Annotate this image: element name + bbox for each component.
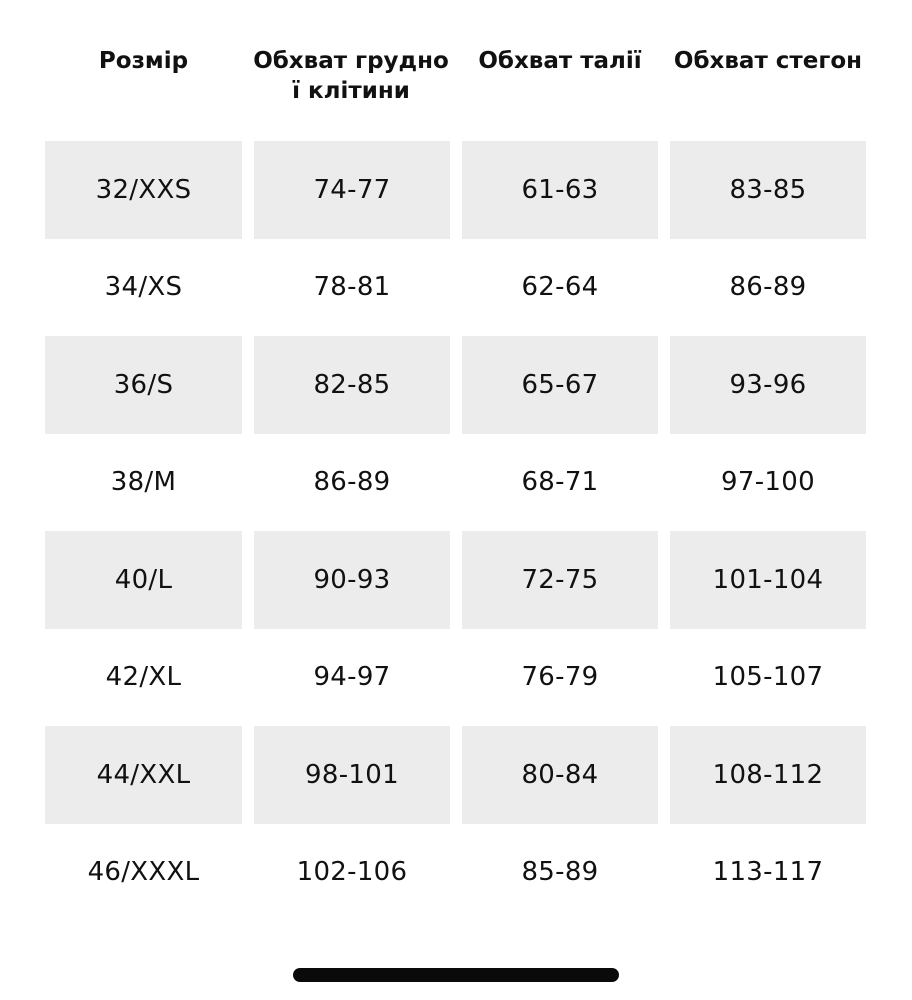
table-row bbox=[0, 824, 912, 922]
hips-cell: 86-89 bbox=[729, 272, 807, 303]
size-cell: 36/S bbox=[45, 336, 242, 434]
size-cell: 42/XL bbox=[105, 662, 182, 693]
table-row bbox=[0, 141, 912, 239]
header-hips: Обхват стегон bbox=[673, 48, 863, 74]
chest-cell: 102-106 bbox=[296, 857, 408, 888]
waist-cell: 61-63 bbox=[462, 141, 658, 239]
chest-cell: 78-81 bbox=[313, 272, 391, 303]
size-cell: 40/L bbox=[45, 531, 242, 629]
table-row bbox=[0, 434, 912, 532]
hips-cell: 93-96 bbox=[670, 336, 866, 434]
size-cell: 32/XXS bbox=[45, 141, 242, 239]
table-header bbox=[0, 46, 912, 116]
hips-cell: 83-85 bbox=[670, 141, 866, 239]
table-row bbox=[0, 531, 912, 629]
waist-cell: 85-89 bbox=[521, 857, 599, 888]
size-cell: 34/XS bbox=[104, 272, 183, 303]
chest-cell: 98-101 bbox=[254, 726, 450, 824]
size-table bbox=[0, 141, 912, 921]
waist-cell: 62-64 bbox=[521, 272, 599, 303]
chest-cell: 90-93 bbox=[254, 531, 450, 629]
chest-cell: 86-89 bbox=[313, 467, 391, 498]
table-row bbox=[0, 336, 912, 434]
chest-cell: 82-85 bbox=[254, 336, 450, 434]
waist-cell: 80-84 bbox=[462, 726, 658, 824]
home-indicator[interactable] bbox=[293, 968, 619, 982]
table-row bbox=[0, 726, 912, 824]
header-waist: Обхват талії bbox=[478, 48, 642, 74]
hips-cell: 105-107 bbox=[712, 662, 824, 693]
hips-cell: 97-100 bbox=[721, 467, 815, 498]
hips-cell: 108-112 bbox=[670, 726, 866, 824]
size-cell: 38/M bbox=[110, 467, 177, 498]
hips-cell: 101-104 bbox=[670, 531, 866, 629]
table-row bbox=[0, 629, 912, 727]
chest-cell: 74-77 bbox=[254, 141, 450, 239]
waist-cell: 76-79 bbox=[521, 662, 599, 693]
header-chest: Обхват грудно ї клітини bbox=[253, 48, 449, 104]
waist-cell: 68-71 bbox=[521, 467, 599, 498]
chest-cell: 94-97 bbox=[313, 662, 391, 693]
waist-cell: 65-67 bbox=[462, 336, 658, 434]
header-size: Розмір bbox=[98, 48, 189, 74]
hips-cell: 113-117 bbox=[712, 857, 824, 888]
size-cell: 46/XXXL bbox=[87, 857, 200, 888]
size-cell: 44/XXL bbox=[45, 726, 242, 824]
table-row bbox=[0, 239, 912, 337]
waist-cell: 72-75 bbox=[462, 531, 658, 629]
